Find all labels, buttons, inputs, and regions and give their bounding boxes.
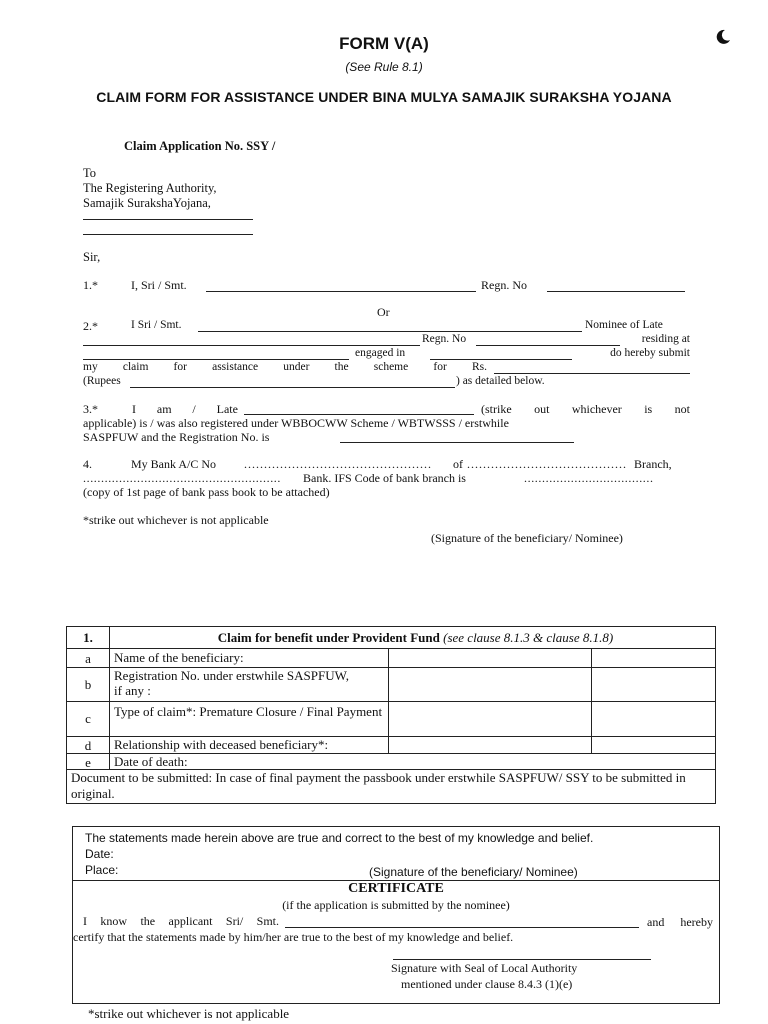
address-blank-2[interactable] — [83, 234, 253, 235]
claim-word: my — [83, 361, 98, 373]
row-key: a — [67, 649, 110, 667]
row-label: Relationship with deceased beneficiary*: — [110, 737, 389, 753]
item-2-regn-label: Regn. No — [422, 333, 467, 345]
beneficiary-signature-label: (Signature of the beneficiary/ Nominee) — [431, 531, 623, 545]
item-3-word: whichever — [571, 402, 622, 416]
item-2-occupation-field[interactable] — [430, 359, 572, 360]
claim-word: under — [283, 361, 310, 373]
declaration-certificate-box — [72, 826, 720, 1004]
table-row — [67, 736, 715, 753]
pf-clause-text: (see clause 8.1.3 & clause 8.1.8) — [443, 630, 614, 645]
item-1-regn-label: Regn. No — [481, 278, 527, 292]
item-3-name-field[interactable] — [244, 414, 474, 415]
item-2-submit-label: do hereby submit — [610, 347, 690, 359]
item-4-account-label: My Bank A/C No — [131, 457, 217, 471]
row-value-field[interactable] — [389, 668, 592, 701]
item-2-late-name-field[interactable] — [83, 345, 420, 346]
certificate-title: CERTIFICATE — [348, 881, 444, 896]
item-3-word: I — [132, 402, 136, 416]
item-2-claim-line — [83, 361, 487, 373]
claim-word: for — [173, 361, 187, 373]
item-2-text: I Sri / Smt. — [131, 319, 182, 331]
or-separator: Or — [377, 305, 390, 319]
item-2-name-field[interactable] — [198, 331, 582, 332]
claim-word: for — [433, 361, 447, 373]
table-row — [67, 701, 715, 736]
item-1-number: 1.* — [83, 278, 98, 292]
item-3-lead — [132, 402, 238, 417]
item-2-nominee-label: Nominee of Late — [585, 319, 663, 331]
claim-word: Rs. — [471, 361, 487, 373]
item-4-passbook-note: (copy of 1st page of bank pass book to be attached) — [83, 485, 330, 499]
authority-signature-field[interactable] — [393, 959, 651, 960]
address-to: To — [83, 166, 97, 180]
address-line-2: Samajik SurakshaYojana, — [83, 196, 211, 210]
item-1-regn-field[interactable] — [547, 291, 685, 292]
item-3-word: am — [156, 402, 172, 416]
item-3-strike — [481, 402, 690, 417]
authority-seal-label: Signature with Seal of Local Authority — [391, 961, 578, 975]
pf-documents-note: Document to be submitted: In case of final payment the passbook under erstwhile SASPFUW/ SSY to be submitted in original. — [71, 770, 686, 801]
row-extra-field[interactable] — [592, 737, 715, 753]
item-3-line-2: applicable) is / was also registered under WBBOCWW Scheme / WBTWSSS / erstwhile — [83, 416, 509, 430]
item-2-rupees-words-field[interactable] — [130, 387, 455, 388]
strike-out-note: *strike out whichever is not applicable — [83, 513, 269, 527]
item-3-word: is — [644, 402, 653, 416]
address-line-1: The Registering Authority, — [83, 181, 217, 195]
row-label: Registration No. under erstwhile SASPFUW, if any : — [110, 668, 389, 701]
rule-reference: (See Rule 8.1) — [345, 60, 423, 74]
row-value-field[interactable] — [389, 649, 592, 667]
table-row — [67, 753, 715, 769]
item-3-number: 3.* — [83, 402, 98, 416]
declaration-statement: The statements made herein above are true and correct to the best of my knowledge and belief. — [85, 831, 594, 845]
item-2-residence-field[interactable] — [83, 359, 349, 360]
address-blank-1[interactable] — [83, 219, 253, 220]
claim-word: the — [334, 361, 349, 373]
salutation: Sir, — [83, 250, 101, 264]
item-3-word: out — [534, 402, 550, 416]
claim-word: assistance — [212, 361, 259, 373]
item-2-amount-field[interactable] — [494, 373, 690, 374]
row-value-field[interactable] — [389, 702, 592, 736]
row-label: Name of the beneficiary: — [110, 649, 389, 667]
certificate-subtitle: (if the application is submitted by the nominee) — [282, 898, 510, 912]
table-row — [67, 648, 715, 667]
item-4-branch-dots[interactable]: ....................................................... — [83, 471, 281, 485]
row-key: c — [67, 702, 110, 736]
item-4-of-label: of — [453, 457, 463, 471]
footer-strike-note: *strike out whichever is not applicable — [88, 1006, 290, 1021]
declaration-place-label[interactable]: Place: — [85, 863, 119, 877]
item-4-bank-dots[interactable]: ........................................ — [467, 457, 627, 471]
pf-number: 1. — [67, 627, 110, 648]
item-1-text: I, Sri / Smt. — [131, 278, 187, 292]
row-label[interactable]: Date of death: — [114, 754, 188, 769]
claim-word: scheme — [373, 361, 409, 373]
item-3-word: not — [674, 402, 690, 416]
row-label: Type of claim*: Premature Closure / Final Payment — [110, 702, 389, 736]
item-4-branch-label: Branch, — [634, 457, 672, 471]
provident-fund-table — [66, 626, 716, 804]
item-3-word: Late — [216, 402, 238, 416]
item-1-name-field[interactable] — [206, 291, 476, 292]
pf-title-text: Claim for benefit under Provident Fund — [217, 630, 440, 645]
row-value-field[interactable] — [389, 737, 592, 753]
pf-title — [110, 627, 715, 648]
certificate-statement: certify that the statements made by him/her are true to the best of my knowledge and belief. — [73, 930, 514, 944]
declaration-signature-label: (Signature of the beneficiary/ Nominee) — [369, 865, 578, 879]
item-2-regn-field[interactable] — [476, 345, 620, 346]
row-key: e — [67, 754, 110, 769]
item-2-engaged-label: engaged in — [355, 347, 406, 359]
item-3-regn-field[interactable] — [340, 442, 574, 443]
claim-word: claim — [122, 361, 149, 373]
claim-form-heading: CLAIM FORM FOR ASSISTANCE UNDER BINA MULYA SAMAJIK SURAKSHA YOJANA — [96, 89, 672, 105]
item-4-ifsc-label: Bank. IFS Code of bank branch is — [303, 471, 466, 485]
row-extra-field[interactable] — [592, 702, 715, 736]
row-key: d — [67, 737, 110, 753]
row-extra-field[interactable] — [592, 649, 715, 667]
row-key: b — [67, 668, 110, 701]
item-4-number: 4. — [83, 457, 92, 471]
certificate-applicant-field[interactable] — [285, 927, 639, 928]
item-4-ifsc-dots[interactable]: .................................... — [524, 471, 654, 485]
row-extra-field[interactable] — [592, 668, 715, 701]
item-2-detailed-label: ) as detailed below. — [456, 375, 545, 387]
table-row — [67, 667, 715, 701]
claim-application-no: Claim Application No. SSY / — [124, 139, 276, 153]
item-4-account-dots[interactable]: ............................................... — [244, 457, 432, 471]
authority-clause-label: mentioned under clause 8.4.3 (1)(e) — [401, 977, 573, 991]
declaration-date-label[interactable]: Date: — [85, 847, 114, 861]
item-2-rupees-label: (Rupees — [83, 375, 121, 387]
item-2-number: 2.* — [83, 319, 98, 333]
certificate-hereby-label: and hereby — [647, 915, 713, 929]
pf-documents-row — [67, 769, 715, 803]
form-title: FORM V(A) — [339, 34, 429, 53]
pf-header-row — [67, 626, 715, 648]
certificate-applicant-label: I know the applicant Sri/ Smt. — [83, 914, 279, 928]
item-3-line-3: SASPFUW and the Registration No. is — [83, 430, 270, 444]
item-3-word: (strike — [481, 402, 512, 416]
item-2-residing-label: residing at — [641, 333, 690, 345]
item-3-word: / — [192, 402, 196, 416]
